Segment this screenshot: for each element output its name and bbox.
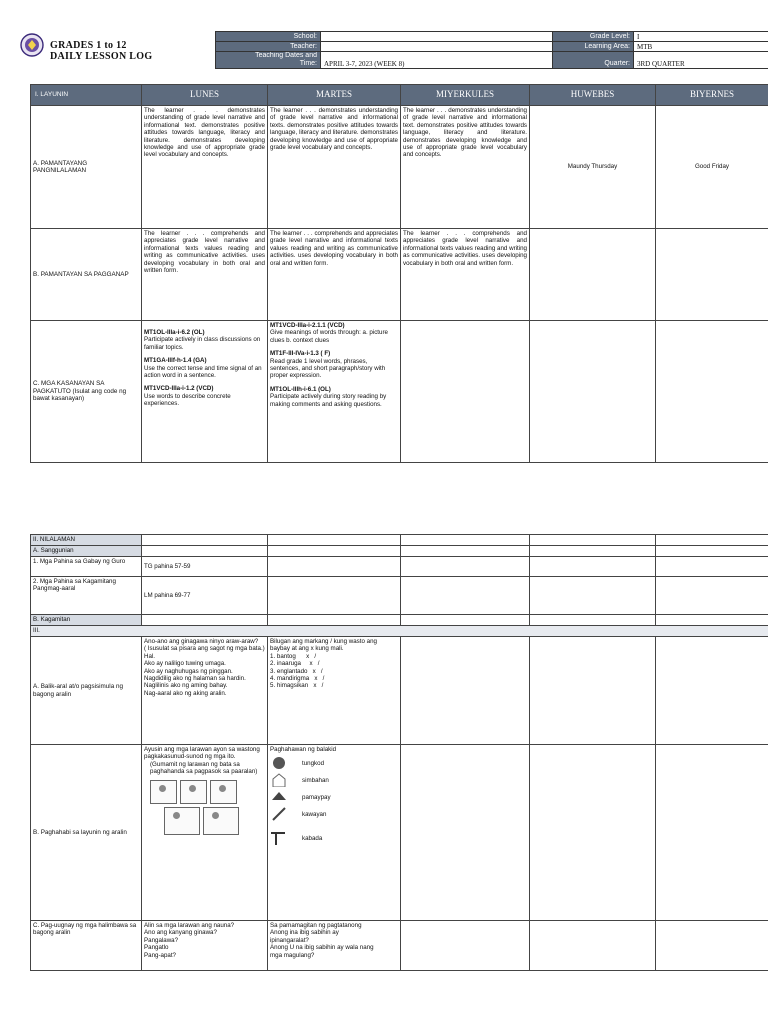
quarter-value: 3RD QUARTER	[634, 52, 768, 69]
area-label: Learning Area:	[553, 42, 634, 52]
cell-balik-aral-lunes: Ano-ano ang ginagawa ninyo araw-araw? ( Isusulat sa pisara ang sagot ng mga bata.) Hal. Ako ay naliligo tuwing umaga. Ako ay naghuhugas ng pinggan. Nagdidilig ako ng halaman sa hardin. Naglilinis ako ng aming bahay. Nag-aaral ako ng aking aralin.	[142, 637, 268, 745]
day-header: BIYERNES	[656, 85, 768, 106]
row-label: 1. Mga Pahina sa Gabay ng Guro	[31, 557, 142, 577]
competency-text: Use words to describe concrete experiences.	[144, 392, 231, 408]
competency-code: MT1VCD-IIIa-i-1.2 (VCD)	[144, 385, 214, 393]
day-header: MARTES	[268, 85, 401, 106]
row-label: A. Balik-aral at/o pagsisimula ng bagong aralin	[31, 637, 142, 745]
section-heading: A. Sanggunian	[31, 546, 142, 557]
row-pamantayan-sa-pagganap	[31, 229, 768, 321]
row-kasanayan	[31, 321, 768, 463]
row-label: C. Pag-uugnay ng mga halimbawa sa bagong aralin	[31, 921, 142, 971]
cell-text: The learner . . . comprehends and appreciates grade level narrative and informational texts values reading and writing as communicative activities. uses developing vocabulary in both oral and written form.	[401, 229, 530, 321]
cell-text: The learner . . . comprehends and appreciates grade level narrative and informational texts values reading and writing as communicative activities. uses developing vocabulary in both oral and written form.	[268, 229, 401, 321]
deped-seal-icon	[20, 33, 44, 57]
cell-text: The learner . . . comprehends and appreciates grade level narrative and informational texts values reading and writing as communicative activities. uses developing vocabulary in both oral and written form.	[142, 229, 268, 321]
school-label: School:	[216, 32, 321, 42]
holiday-biyernes: Good Friday	[656, 106, 768, 229]
section-heading: III.	[31, 626, 768, 637]
picture-frame	[180, 780, 207, 804]
picture-frame	[210, 780, 237, 804]
cell-text: LM pahina 69-77	[142, 577, 268, 615]
row-label: A. PAMANTAYANG PANGNILALAMAN	[31, 106, 142, 229]
cell-competencies-martes	[268, 321, 401, 463]
nilalaman-table	[30, 534, 768, 971]
picture-frame	[164, 807, 200, 835]
row-pag-uugnay	[31, 921, 768, 971]
competency-code: MT1GA-IIIf-h-1.4 (GA)	[144, 357, 207, 365]
layunin-table	[30, 84, 768, 463]
area-value: MTB	[634, 42, 768, 52]
row-nilalaman	[31, 535, 768, 546]
bamboo-icon	[270, 807, 288, 821]
section-heading: B. Kagamitan	[31, 615, 142, 626]
row-balik-aral	[31, 637, 768, 745]
competency-text: Participate actively in class discussions on familiar topics.	[144, 336, 261, 351]
grade-label: Grade Level:	[553, 32, 634, 42]
row-pamantayang-pangnilalaman	[31, 106, 768, 229]
fan-icon	[270, 790, 288, 804]
cell-text: The learner . . . demonstrates understanding of grade level narrative and informational text. demonstrates positive attitudes towards language, literacy and literature. demonstrates developing knowledge and use of appropriate grade level vocabulary and concepts.	[142, 106, 268, 229]
doc-title: GRADES 1 to 12	[50, 40, 127, 51]
quarter-label: Quarter:	[553, 52, 634, 69]
cell-text: The learner . . . demonstrates understanding of grade level narrative and informational texts. demonstrates positive attitudes towards language, literacy and literature. demonstrates developing knowledge and use of appropriate grade level vocabulary and concepts.	[268, 106, 401, 229]
dates-label: Teaching Dates and Time:	[216, 52, 321, 69]
picture-frame	[203, 807, 239, 835]
cell-text: The learner . . . demonstrates understanding of grade level narrative and informational text. demonstrates positive attitudes towards language, literacy and literature. demonstrates developing knowledge and use of appropriate grade level vocabulary and concepts.	[401, 106, 530, 229]
competency-code: MT1OL-IIIh-i-6.1 (OL)	[270, 385, 331, 393]
day-header: HUWEBES	[530, 85, 656, 106]
row-paghahabi	[31, 745, 768, 921]
layunin-heading: I. LAYUNIN	[31, 85, 142, 106]
teacher-value	[321, 42, 553, 52]
cell-paghahabi-martes: Paghahawan ng balakid tungkod simbahan pamaypay kawayan kabada	[268, 745, 401, 921]
section-heading: II. NILALAMAN	[31, 535, 142, 546]
competency-code: MT1VCD-IIIa-i-2.1.1 (VCD)	[270, 322, 345, 329]
competency-code: MT1F-III-IVa-i-1.3 ( F)	[270, 350, 331, 358]
row-lm-pages	[31, 577, 768, 615]
cell-pag-uugnay-lunes: Alin sa mga larawan ang nauna? Ano ang kanyang ginawa? Pangalawa? Pangatlo Pang-apat?	[142, 921, 268, 971]
competency-text: Use the correct tense and time signal of an action word in a sentence.	[144, 364, 262, 380]
row-tg-pages	[31, 557, 768, 577]
teacher-label: Teacher:	[216, 42, 321, 52]
cell-paghahabi-lunes: Ayusin ang mga larawan ayon sa wastong pagkakasunud-sunod ng mga ito. (Gumamit ng larawan ng bata sa paghahanda sa pagpasok sa paaralan)	[142, 745, 268, 921]
competency-text: Participate actively during story reading by making comments and asking questions.	[270, 393, 387, 408]
day-header-row	[31, 85, 768, 106]
mallet-icon	[270, 831, 288, 845]
row-label: C. MGA KASANAYAN SA PAGKATUTO (Isulat ang code ng bawat kasanayan)	[31, 321, 142, 463]
row-label: 2. Mga Pahina sa Kagamitang Pangmag-aaral	[31, 577, 142, 615]
school-value	[321, 32, 553, 42]
row-kagamitan	[31, 615, 768, 626]
competency-text: Give meanings of words through: a. picture clues b. context clues	[270, 329, 388, 344]
church-icon	[270, 773, 288, 787]
competency-code: MT1OL-IIIa-i-6.2 (OL)	[144, 329, 205, 336]
row-iii	[31, 626, 768, 637]
cell-pag-uugnay-martes: Sa pamamagitan ng pagtatanong Anong ina ibig sabihin ay ipinangaralat? Anong U na ibig sabihin ay wala nang mga magulang?	[268, 921, 401, 971]
picture-frame	[150, 780, 177, 804]
holiday-huwebes: Maundy Thursday	[530, 106, 656, 229]
walking-cane-icon	[270, 756, 288, 770]
row-label: B. PAMANTAYAN SA PAGGANAP	[31, 229, 142, 321]
cell-text: TG pahina 57-59	[142, 557, 268, 577]
doc-subtitle: DAILY LESSON LOG	[50, 51, 153, 62]
cell-competencies-lunes	[142, 321, 268, 463]
grade-value: I	[634, 32, 768, 42]
row-label: B. Paghahabi sa layunin ng aralin	[31, 745, 142, 921]
cell-balik-aral-martes: Bilugan ang markang / kung wasto ang baybay at ang x kung mali. 1. bantog x / 2. inaaruga x / 3. englantado x / 4. mandirigma x / 5. himagsikan x /	[268, 637, 401, 745]
day-header: MIYERKULES	[401, 85, 530, 106]
day-header: LUNES	[142, 85, 268, 106]
dates-value: APRIL 3-7, 2023 (WEEK 8)	[321, 52, 553, 69]
competency-text: Read grade 1 level words, phrases, sentences, and short paragraph/story with proper expression.	[270, 357, 386, 380]
sequence-pictures	[150, 780, 260, 835]
row-sanggunian	[31, 546, 768, 557]
header-info-table	[215, 31, 768, 69]
